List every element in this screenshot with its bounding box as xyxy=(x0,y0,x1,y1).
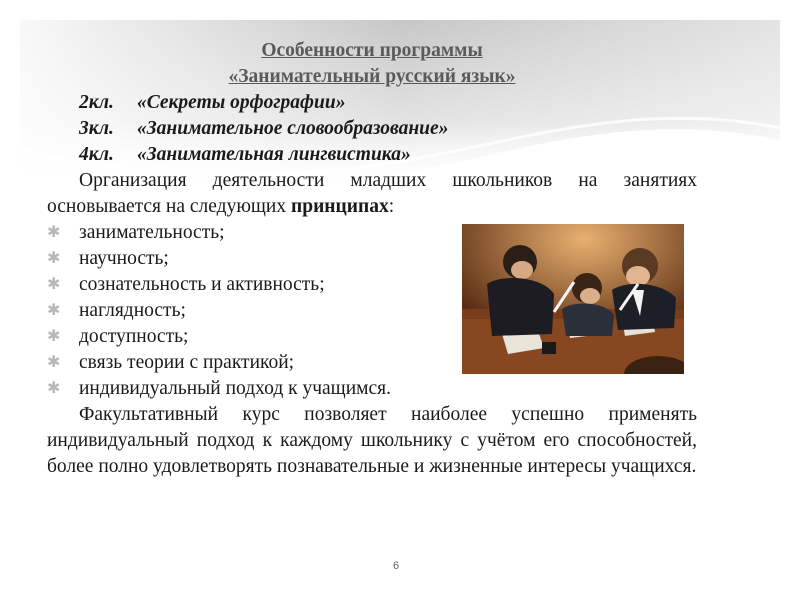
list-item-text: наглядность; xyxy=(79,300,186,321)
title-line-2: «Занимательный русский язык» xyxy=(228,66,516,87)
asterisk-bullet-icon: ✱ xyxy=(47,276,61,293)
asterisk-bullet-icon: ✱ xyxy=(47,380,61,397)
list-item-text: связь теории с практикой; xyxy=(79,352,295,373)
grade-number: 2кл. xyxy=(79,92,114,113)
slide-title xyxy=(47,38,697,90)
intro-bold-word: принципах xyxy=(290,196,389,217)
asterisk-bullet-icon: ✱ xyxy=(47,250,61,267)
children-writing-image xyxy=(462,224,684,374)
title-line-1: Особенности программы xyxy=(261,40,483,61)
asterisk-bullet-icon: ✱ xyxy=(47,224,61,241)
list-item xyxy=(47,376,697,402)
intro-paragraph xyxy=(47,168,697,220)
asterisk-bullet-icon: ✱ xyxy=(47,302,61,319)
intro-tail: : xyxy=(388,196,395,217)
asterisk-bullet-icon: ✱ xyxy=(47,354,61,371)
grade-course-name: «Занимательная лингвистика» xyxy=(137,144,411,165)
list-item-text: доступность; xyxy=(79,326,189,347)
page-number: 6 xyxy=(393,560,400,572)
grade-number: 4кл. xyxy=(79,144,114,165)
classroom-photo xyxy=(462,224,684,374)
grade-item xyxy=(47,142,697,168)
list-item-text: занимательность; xyxy=(79,222,225,243)
grade-item xyxy=(47,90,697,116)
asterisk-bullet-icon: ✱ xyxy=(47,328,61,345)
grade-number: 3кл. xyxy=(79,118,114,139)
list-item-text: индивидуальный подход к учащимся. xyxy=(79,378,391,399)
intro-text: Организация деятельности младших школьников на занятиях основывается на следующих xyxy=(47,170,697,217)
list-item-text: научность; xyxy=(79,248,169,269)
list-item-text: сознательность и активность; xyxy=(79,274,325,295)
grade-item xyxy=(47,116,697,142)
grade-course-name: «Занимательное словообразование» xyxy=(137,118,449,139)
grade-course-name: «Секреты орфографии» xyxy=(137,92,346,113)
closing-paragraph: Факультативный курс позволяет наиболее успешно применять индивидуальный подход к каждому школьнику с учётом его способностей, более полно удовлетворять познавательные и жизненные интересы учащихся. xyxy=(47,404,697,477)
